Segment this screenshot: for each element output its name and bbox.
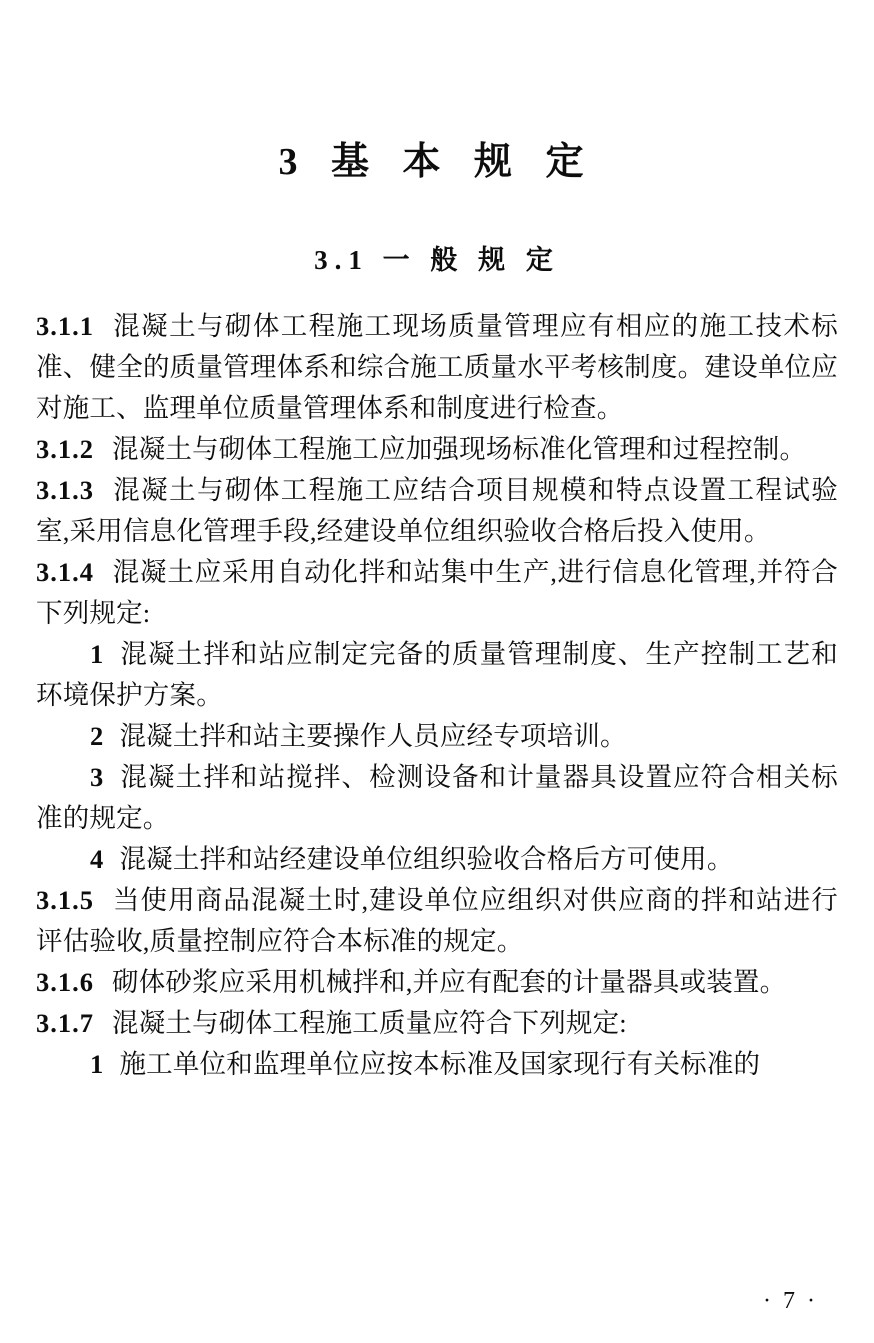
- clause-number: 3.1.5: [36, 884, 94, 915]
- clause-text: 混凝土应采用自动化拌和站集中生产,进行信息化管理,并符合下列规定:: [36, 556, 838, 628]
- clause-3-1-6: [36, 962, 838, 1003]
- section-title: 3.1 一 般 规 定: [314, 244, 560, 275]
- clause-3-1-2: [36, 429, 838, 470]
- clause-number: 3.1.2: [36, 433, 94, 464]
- clause-3-1-7: [36, 1003, 838, 1044]
- clause-text: 混凝土与砌体工程施工现场质量管理应有相应的施工技术标准、健全的质量管理体系和综合施工质量水平考核制度。建设单位应对施工、监理单位质量管理体系和制度进行检查。: [36, 310, 838, 423]
- body-content: [36, 306, 838, 1085]
- chapter-title: 3 基 本 规 定: [278, 141, 596, 183]
- subitem-text: 施工单位和监理单位应按本标准及国家现行有关标准的: [119, 1048, 761, 1079]
- clause-text: 混凝土与砌体工程施工质量应符合下列规定:: [112, 1007, 627, 1038]
- clause-text: 混凝土与砌体工程施工应加强现场标准化管理和过程控制。: [112, 433, 807, 464]
- subitem-number: 2: [90, 720, 104, 751]
- clause-3-1-3: [36, 470, 838, 552]
- subitem-text: 混凝土拌和站主要操作人员应经专项培训。: [119, 720, 627, 751]
- subitem-text: 混凝土拌和站搅拌、检测设备和计量器具设置应符合相关标准的规定。: [36, 761, 838, 833]
- clause-text: 当使用商品混凝土时,建设单位应组织对供应商的拌和站进行评估验收,质量控制应符合本标准的规定。: [36, 884, 838, 956]
- subitem-3-1-7-1: [36, 1044, 838, 1085]
- subitem-3-1-4-1: [36, 634, 838, 716]
- subitem-number: 4: [90, 843, 104, 874]
- clause-number: 3.1.4: [36, 556, 94, 587]
- clause-number: 3.1.1: [36, 310, 94, 341]
- clause-3-1-1: [36, 306, 838, 429]
- clause-number: 3.1.6: [36, 966, 94, 997]
- subitem-3-1-4-2: [36, 716, 838, 757]
- subitem-3-1-4-4: [36, 839, 838, 880]
- clause-number: 3.1.3: [36, 474, 94, 505]
- subitem-text: 混凝土拌和站应制定完备的质量管理制度、生产控制工艺和环境保护方案。: [36, 638, 838, 710]
- clause-text: 混凝土与砌体工程施工应结合项目规模和特点设置工程试验室,采用信息化管理手段,经建设单位组织验收合格后投入使用。: [36, 474, 838, 546]
- subitem-number: 1: [90, 1048, 104, 1079]
- clause-3-1-5: [36, 880, 838, 962]
- subitem-text: 混凝土拌和站经建设单位组织验收合格后方可使用。: [119, 843, 734, 874]
- subitem-number: 1: [90, 638, 104, 669]
- page-number: · 7 ·: [763, 1288, 818, 1314]
- clause-text: 砌体砂浆应采用机械拌和,并应有配套的计量器具或装置。: [112, 966, 787, 997]
- subitem-number: 3: [90, 761, 104, 792]
- clause-number: 3.1.7: [36, 1007, 94, 1038]
- clause-3-1-4: [36, 552, 838, 634]
- subitem-3-1-4-3: [36, 757, 838, 839]
